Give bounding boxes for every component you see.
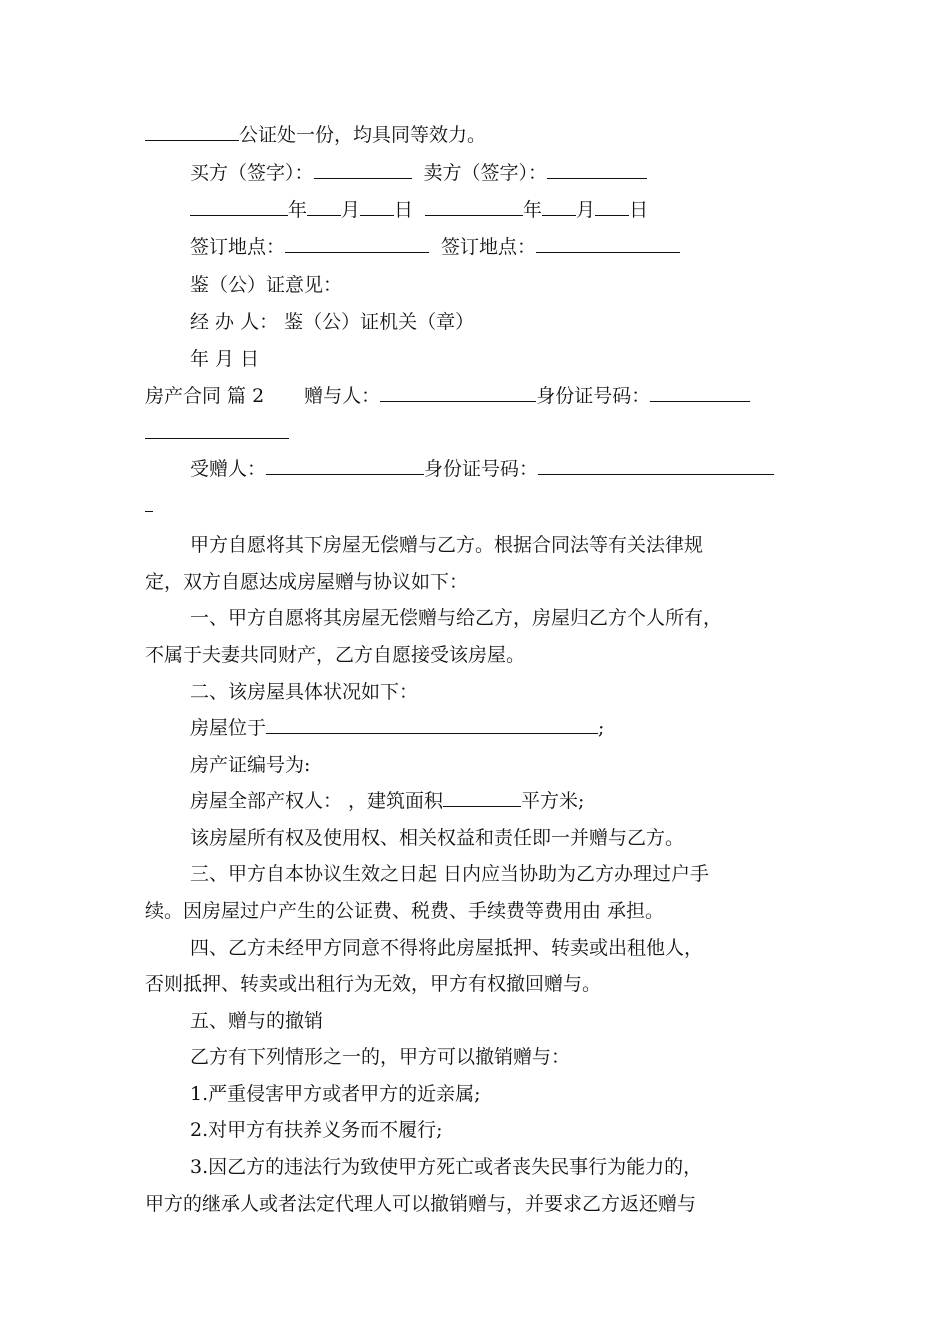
- doc-line: 房产证编号为:: [190, 754, 311, 776]
- blank-underline: [360, 197, 394, 216]
- doc-line: [145, 383, 750, 409]
- donor-label: 赠与人：: [304, 385, 381, 407]
- doc-line: 一、甲方自愿将其房屋无偿赠与给乙方，房屋归乙方个人所有，: [190, 607, 723, 629]
- doc-line: 年 月 日: [190, 348, 260, 370]
- section-title: 房产合同 篇 2: [145, 385, 265, 407]
- doc-line: 鉴（公）证意见：: [190, 274, 343, 296]
- blank-underline: [145, 493, 153, 512]
- id-label: 身份证号码：: [536, 385, 651, 407]
- id-label: 身份证号码：: [424, 458, 539, 480]
- signing-place-label: 签订地点：: [441, 236, 537, 258]
- doc-line: [190, 197, 648, 223]
- blank-underline: [536, 234, 680, 253]
- line-text: 年: [523, 199, 543, 221]
- buyer-signature-label: 买方（签字）：: [190, 162, 314, 184]
- line-text: 平方米;: [521, 790, 585, 812]
- doc-line: 否则抵押、转卖或出租行为无效，甲方有权撤回赠与。: [145, 973, 602, 995]
- doc-line: [190, 715, 604, 741]
- line-text: 年: [288, 199, 308, 221]
- blank-underline: [285, 234, 429, 253]
- doc-line: [145, 420, 289, 446]
- blank-underline: [380, 383, 536, 402]
- blank-underline: [145, 122, 239, 141]
- doc-line: 2.对甲方有扶养义务而不履行;: [190, 1119, 443, 1141]
- blank-underline: [538, 456, 774, 475]
- doc-line: 三、甲方自本协议生效之日起 日内应当协助为乙方办理过户手: [190, 863, 710, 885]
- line-text: 日: [394, 199, 414, 221]
- line-text: 月: [341, 199, 361, 221]
- doc-line: [190, 160, 647, 186]
- blank-underline: [314, 160, 412, 179]
- blank-underline: [650, 383, 750, 402]
- line-text: 公证处一份，均具同等效力。: [239, 124, 487, 146]
- recipient-label: 受赠人：: [190, 458, 267, 480]
- blank-underline: [595, 197, 629, 216]
- doc-line: [145, 493, 153, 519]
- doc-line: [190, 456, 774, 482]
- doc-line: 经 办 人： 鉴（公）证机关（章）: [190, 311, 475, 333]
- blank-underline: [266, 715, 598, 734]
- doc-line: 四、乙方未经甲方同意不得将此房屋抵押、转卖或出租他人，: [190, 937, 704, 959]
- doc-line: 甲方的继承人或者法定代理人可以撤销赠与，并要求乙方返还赠与: [145, 1193, 697, 1215]
- doc-line: [145, 122, 486, 148]
- doc-line: 甲方自愿将其下房屋无偿赠与乙方。根据合同法等有关法律规: [190, 534, 704, 556]
- doc-line: 不属于夫妻共同财产，乙方自愿接受该房屋。: [145, 644, 526, 666]
- doc-line: 续。因房屋过户产生的公证费、税费、手续费等费用由 承担。: [145, 900, 665, 922]
- doc-line: 乙方有下列情形之一的，甲方可以撤销赠与：: [190, 1046, 571, 1068]
- signing-place-label: 签订地点：: [190, 236, 286, 258]
- blank-underline: [547, 160, 647, 179]
- blank-underline: [307, 197, 341, 216]
- blank-underline: [145, 420, 289, 439]
- line-text: 日: [629, 199, 649, 221]
- doc-line: 该房屋所有权及使用权、相关权益和责任即一并赠与乙方。: [190, 827, 685, 849]
- blank-underline: [190, 197, 288, 216]
- blank-underline: [542, 197, 576, 216]
- doc-line: [190, 234, 680, 260]
- line-text: 月: [576, 199, 596, 221]
- doc-line: 五、赠与的撤销: [190, 1010, 324, 1032]
- blank-underline: [266, 456, 424, 475]
- blank-underline: [443, 788, 521, 807]
- line-text: 房屋全部产权人： ，建筑面积: [190, 790, 444, 812]
- line-text: 房屋位于: [190, 717, 267, 739]
- doc-line: 定，双方自愿达成房屋赠与协议如下：: [145, 571, 469, 593]
- doc-line: 3.因乙方的违法行为致使甲方死亡或者丧失民事行为能力的，: [190, 1156, 703, 1178]
- seller-signature-label: 卖方（签字）：: [423, 162, 548, 184]
- doc-line: [190, 788, 584, 814]
- line-text: ;: [598, 717, 605, 739]
- doc-line: 二、该房屋具体状况如下：: [190, 681, 419, 703]
- doc-line: 1.严重侵害甲方或者甲方的近亲属;: [190, 1083, 481, 1105]
- blank-underline: [425, 197, 523, 216]
